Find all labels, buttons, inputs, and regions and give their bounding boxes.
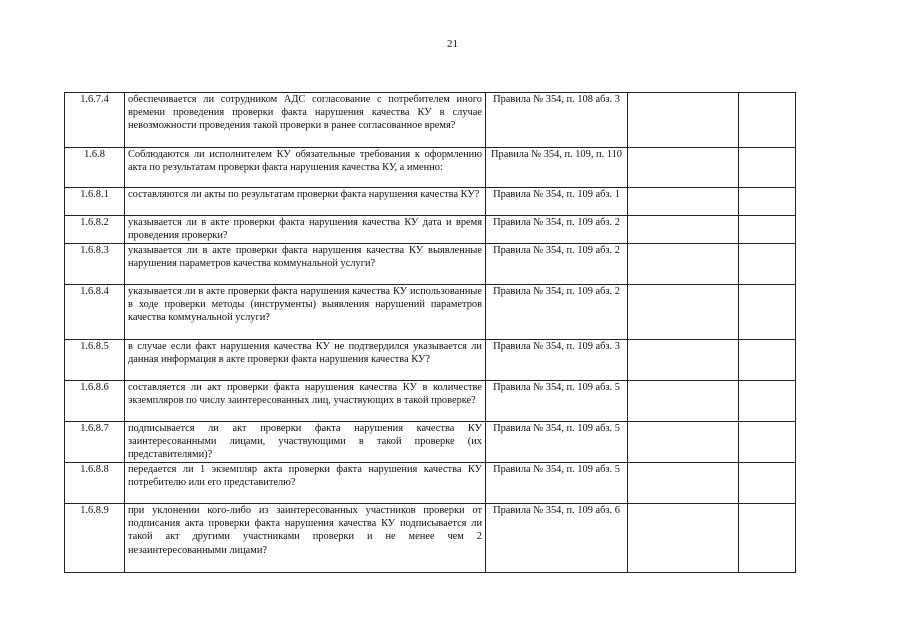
item-number: 1.6.8.4: [65, 285, 125, 340]
table-row: [65, 148, 796, 188]
item-question: в случае если факт нарушения качества КУ не подтвердился указывается ли данная информация в акте проверки факта нарушения качества КУ?: [125, 340, 486, 381]
blank-cell: [628, 381, 739, 422]
item-number: 1.6.8.6: [65, 381, 125, 422]
item-question: подписывается ли акт проверки факта нарушения качества КУ заинтересованными лицами, участвующими в такой проверке (их представителями)?: [125, 422, 486, 463]
item-question: составляется ли акт проверки факта нарушения качества КУ в количестве экземпляров по числу заинтересованных лиц, участвующих в такой проверке?: [125, 381, 486, 422]
blank-cell: [628, 504, 739, 573]
item-reference: Правила № 354, п. 109 абз. 2: [486, 285, 628, 340]
item-number: 1.6.7.4: [65, 93, 125, 148]
item-question: обеспечивается ли сотрудником АДС согласование с потребителем иного времени проведения проверки факта нарушения качества КУ в случае невозможности проведения такой проверки в ранее согласованное время?: [125, 93, 486, 148]
blank-cell: [628, 216, 739, 244]
blank-cell: [739, 216, 796, 244]
table-row: [65, 422, 796, 463]
table-row: [65, 285, 796, 340]
table-row: [65, 340, 796, 381]
blank-cell: [628, 340, 739, 381]
item-number: 1.6.8.3: [65, 244, 125, 285]
item-question: передается ли 1 экземпляр акта проверки факта нарушения качества КУ потребителю или его представителю?: [125, 463, 486, 504]
item-reference: Правила № 354, п. 108 абз. 3: [486, 93, 628, 148]
page-number: 21: [447, 38, 458, 50]
item-reference: Правила № 354, п. 109 абз. 6: [486, 504, 628, 573]
blank-cell: [739, 93, 796, 148]
checklist-table: [64, 92, 796, 573]
blank-cell: [628, 188, 739, 216]
item-question: указывается ли в акте проверки факта нарушения качества КУ дата и время проведения проверки?: [125, 216, 486, 244]
table-row: [65, 463, 796, 504]
item-number: 1.6.8.9: [65, 504, 125, 573]
blank-cell: [739, 244, 796, 285]
item-question: указывается ли в акте проверки факта нарушения качества КУ выявленные нарушения параметров качества коммунальной услуги?: [125, 244, 486, 285]
item-reference: Правила № 354, п. 109 абз. 5: [486, 381, 628, 422]
item-question: при уклонении кого-либо из заинтересованных участников проверки от подписания акта проверки факта нарушения качества КУ подписывается ли такой акт другими участниками проверки и не менее чем 2 незаинтересованными лицами?: [125, 504, 486, 573]
blank-cell: [739, 463, 796, 504]
table-row: [65, 188, 796, 216]
blank-cell: [628, 463, 739, 504]
blank-cell: [739, 381, 796, 422]
item-number: 1.6.8.1: [65, 188, 125, 216]
blank-cell: [739, 148, 796, 188]
item-reference: Правила № 354, п. 109 абз. 2: [486, 216, 628, 244]
item-number: 1.6.8: [65, 148, 125, 188]
blank-cell: [739, 188, 796, 216]
item-reference: Правила № 354, п. 109 абз. 5: [486, 463, 628, 504]
blank-cell: [628, 148, 739, 188]
item-reference: Правила № 354, п. 109 абз. 5: [486, 422, 628, 463]
blank-cell: [739, 422, 796, 463]
item-reference: Правила № 354, п. 109 абз. 1: [486, 188, 628, 216]
item-reference: Правила № 354, п. 109, п. 110: [486, 148, 628, 188]
table-row: [65, 93, 796, 148]
blank-cell: [739, 340, 796, 381]
item-reference: Правила № 354, п. 109 абз. 3: [486, 340, 628, 381]
blank-cell: [739, 504, 796, 573]
table-row: [65, 504, 796, 573]
item-question: указывается ли в акте проверки факта нарушения качества КУ использованные в ходе проверки методы (инструменты) выявления нарушений параметров качества коммунальной услуги?: [125, 285, 486, 340]
blank-cell: [628, 285, 739, 340]
item-number: 1.6.8.7: [65, 422, 125, 463]
table-row: [65, 216, 796, 244]
blank-cell: [628, 422, 739, 463]
item-number: 1.6.8.8: [65, 463, 125, 504]
table-row: [65, 244, 796, 285]
item-question: Соблюдаются ли исполнителем КУ обязательные требования к оформлению акта по результатам проверки факта нарушения качества КУ, а именно:: [125, 148, 486, 188]
item-reference: Правила № 354, п. 109 абз. 2: [486, 244, 628, 285]
item-number: 1.6.8.2: [65, 216, 125, 244]
table-row: [65, 381, 796, 422]
blank-cell: [739, 285, 796, 340]
item-question: составляются ли акты по результатам проверки факта нарушения качества КУ?: [125, 188, 486, 216]
item-number: 1.6.8.5: [65, 340, 125, 381]
blank-cell: [628, 93, 739, 148]
blank-cell: [628, 244, 739, 285]
